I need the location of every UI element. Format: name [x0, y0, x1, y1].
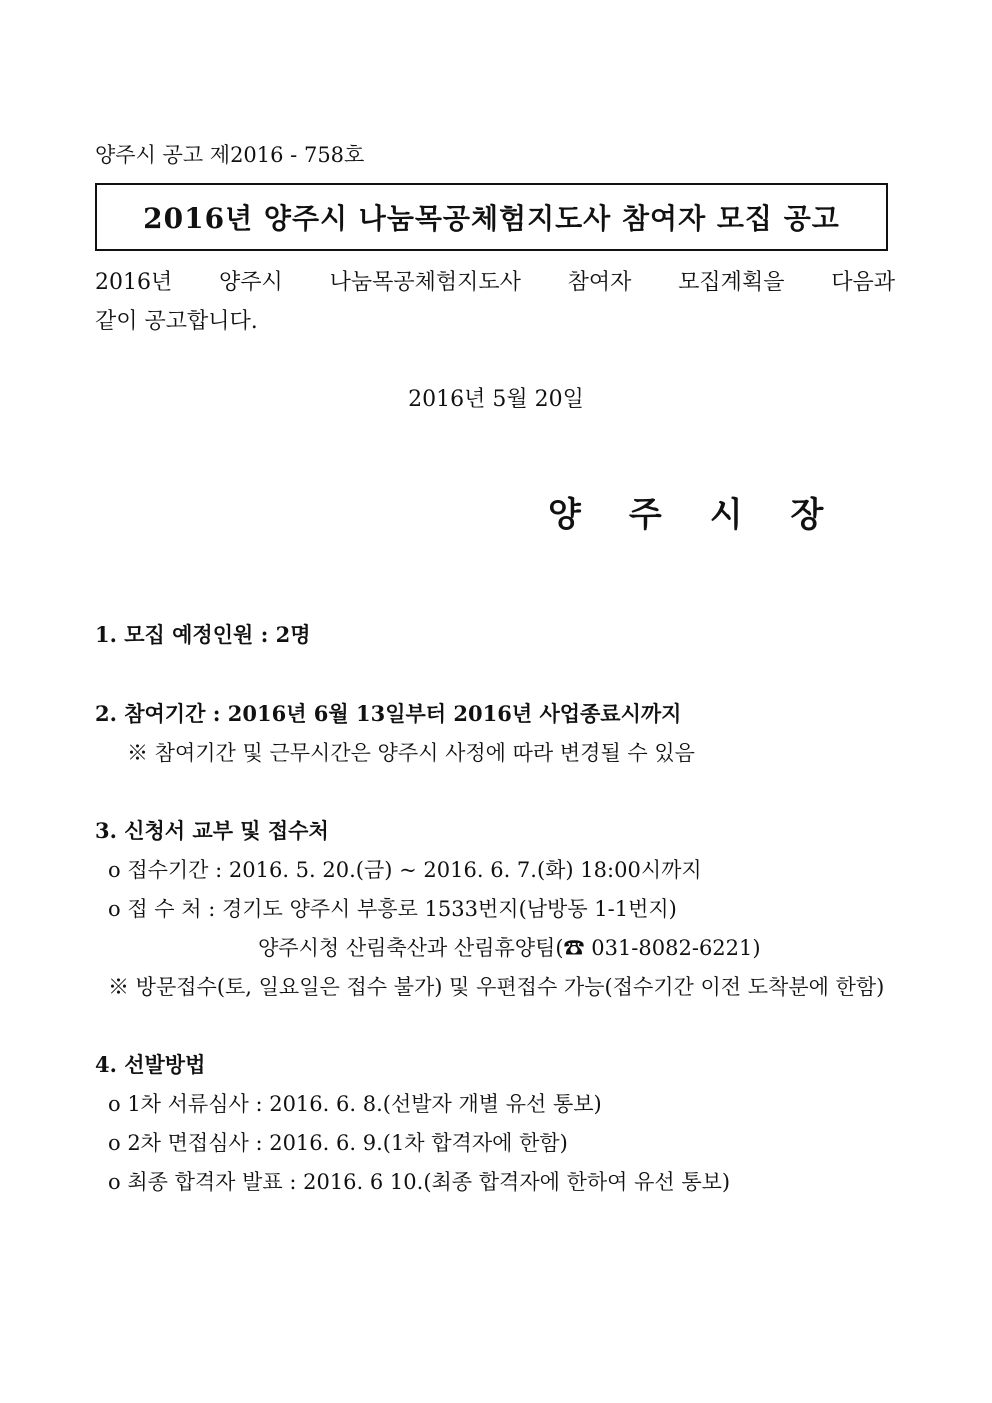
notice-number: 양주시 공고 제2016 - 758호 [95, 143, 365, 167]
section-selection-heading: 4. 선발방법 [95, 1052, 206, 1077]
section-application-heading: 3. 신청서 교부 및 접수처 [95, 818, 329, 843]
notice-date: 2016년 5월 20일 [408, 387, 584, 412]
application-place: o 접 수 처 : 경기도 양주시 부흥로 1533번지(남방동 1-1번지) [108, 897, 677, 921]
title-box [95, 183, 888, 251]
section-period-note: ※ 참여기간 및 근무시간은 양주시 사정에 따라 변경될 수 있음 [127, 741, 695, 765]
application-note: ※ 방문접수(토, 일요일은 접수 불가) 및 우편접수 가능(접수기간 이전 도착분에 한함) [108, 975, 885, 999]
section-period-heading: 2. 참여기간 : 2016년 6월 13일부터 2016년 사업종료시까지 [95, 701, 682, 726]
selection-item: o 최종 합격자 발표 : 2016. 6 10.(최종 합격자에 한하여 유선 통보) [108, 1170, 731, 1194]
application-office: 양주시청 산림축산과 산림휴양팀(☎ 031-8082-6221) [258, 936, 761, 960]
application-period: o 접수기간 : 2016. 5. 20.(금) ~ 2016. 6. 7.(화) 18:00시까지 [108, 858, 702, 882]
section-recruit-count: 1. 모집 예정인원 : 2명 [95, 622, 311, 647]
page-title: 2016년 양주시 나눔목공체험지도사 참여자 모집 공고 [143, 202, 840, 235]
intro-line-1: 2016년 양주시 나눔목공체험지도사 참여자 모집계획을 다음과 [95, 270, 895, 295]
issuer-signature: 양주시장 [548, 495, 872, 535]
intro-line-2: 같이 공고합니다. [95, 309, 258, 334]
selection-item: o 1차 서류심사 : 2016. 6. 8.(선발자 개별 유선 통보) [108, 1092, 602, 1116]
selection-item: o 2차 면접심사 : 2016. 6. 9.(1차 합격자에 한함) [108, 1131, 568, 1155]
